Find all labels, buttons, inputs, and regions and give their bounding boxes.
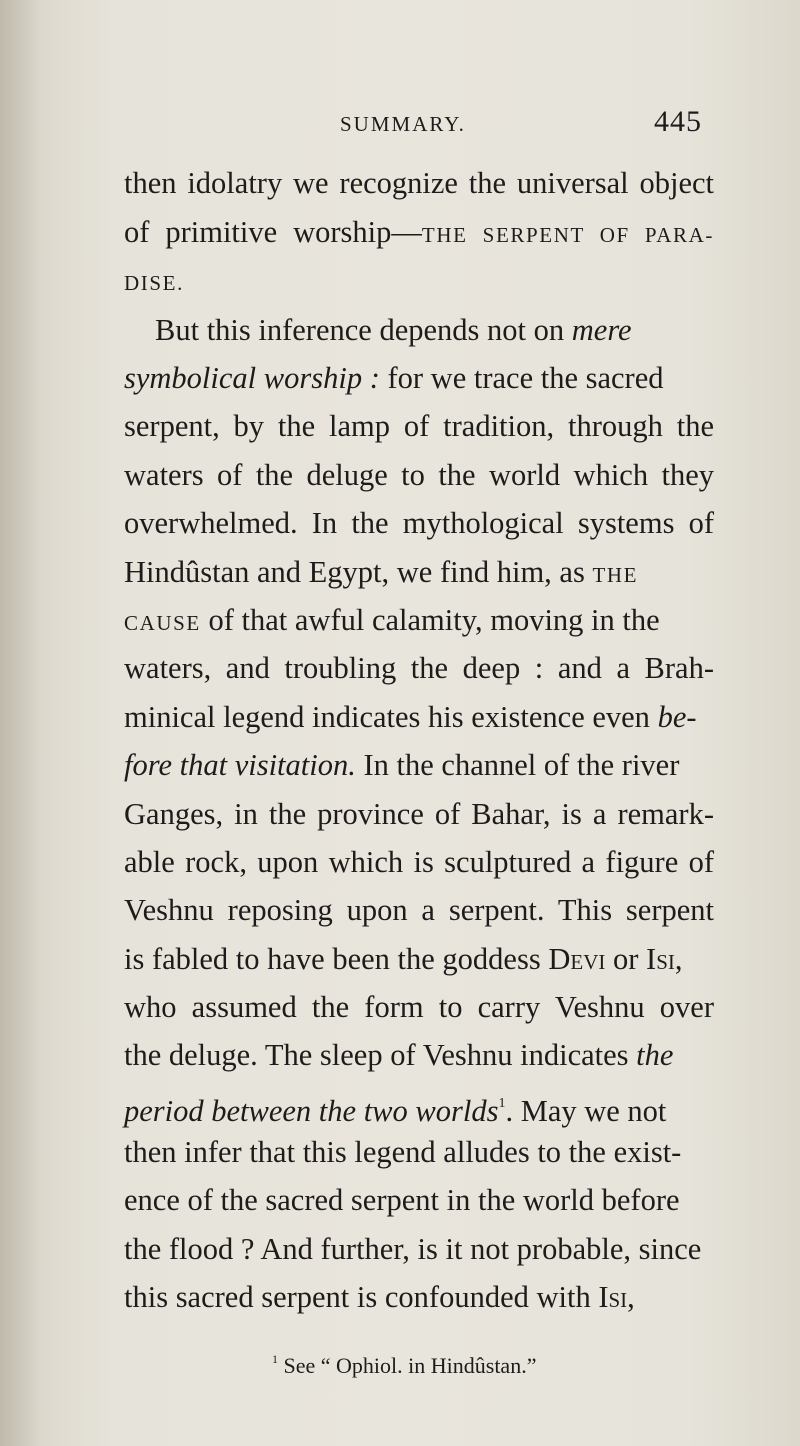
text-line-8: overwhelmed. In the mythological systems of (124, 506, 714, 540)
text-line-18: who assumed the form to carry Veshnu over (124, 990, 714, 1024)
text-line-10: CAUSE of that awful calamity, moving in the (124, 603, 660, 637)
text-line-17: is fabled to have been the goddess Devi or Isi, (124, 942, 683, 976)
text-line-19: the deluge. The sleep of Veshnu indicates the (124, 1038, 674, 1072)
text-line-20: period between the two worlds$^1$. May we not (124, 1094, 667, 1128)
text-line-23: the flood ? And further, is it not probable, since (124, 1232, 702, 1266)
text-line-5: symbolical worship : for we trace the sacred (124, 361, 664, 395)
text-line-3: DISE. (124, 271, 184, 295)
text-line-7: waters of the deluge to the world which they (124, 458, 714, 492)
running-head: SUMMARY. (340, 112, 466, 136)
footnote-marker: 1 (272, 1352, 278, 1366)
text-line-12: minical legend indicates his existence even be- (124, 700, 697, 734)
text-line-15: able rock, upon which is sculptured a figure of (124, 845, 714, 879)
gutter-shadow (0, 0, 40, 1446)
footnote-text: See “ Ophiol. in Hindûstan.” (278, 1353, 537, 1378)
text-line-14: Ganges, in the province of Bahar, is a remark- (124, 797, 714, 831)
text-line-22: ence of the sacred serpent in the world before (124, 1183, 680, 1217)
footnote (272, 1352, 536, 1379)
text-line-4: But this inference depends not on mere (155, 313, 632, 347)
text-line-11: waters, and troubling the deep : and a Brah- (124, 651, 714, 685)
page-number: 445 (654, 105, 702, 138)
text-line-1: then idolatry we recognize the universal object (124, 166, 714, 200)
text-line-6: serpent, by the lamp of tradition, through the (124, 409, 714, 443)
text-line-2: of primitive worship—THE SERPENT OF PARA- (124, 215, 714, 249)
page-header (0, 100, 800, 140)
small-caps-phrase: THE SERPENT OF PARA- (421, 223, 714, 247)
footnote-reference: 1 (498, 1096, 506, 1111)
text-line-9: Hindûstan and Egypt, we find him, as THE (124, 555, 639, 589)
text-line-16: Veshnu reposing upon a serpent. This serpent (124, 893, 714, 927)
text-line-24: this sacred serpent is confounded with Isi, (124, 1280, 635, 1314)
text-line-13: fore that visitation. In the channel of the river (124, 748, 680, 782)
text-line-21: then infer that this legend alludes to the exist- (124, 1135, 682, 1169)
